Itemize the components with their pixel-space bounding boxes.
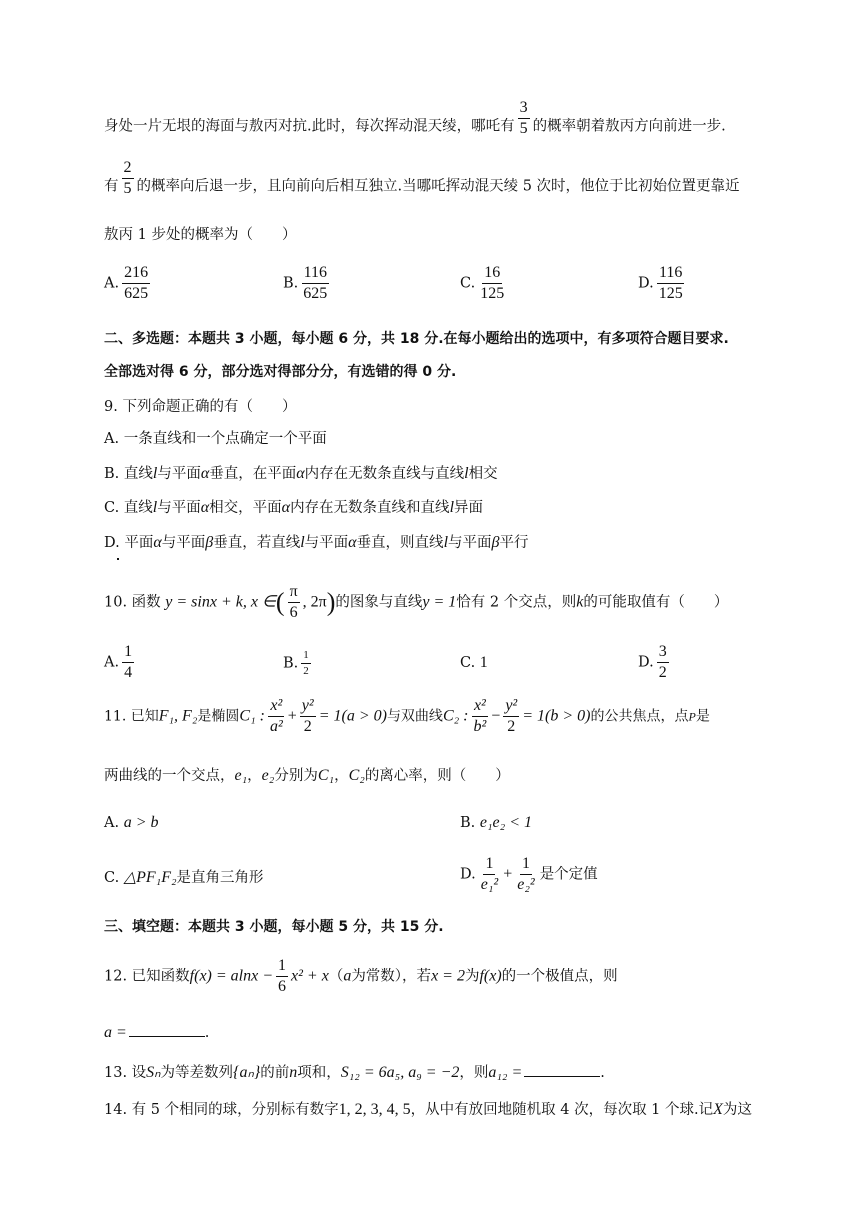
denominator: 625 bbox=[124, 285, 149, 302]
numerator: 116 bbox=[302, 265, 329, 284]
answer-blank[interactable] bbox=[129, 1024, 205, 1037]
q11-option-b[interactable] bbox=[460, 815, 532, 831]
text: 为 bbox=[464, 968, 480, 985]
open-paren: ( bbox=[275, 587, 285, 617]
fraction-1-e2sq bbox=[515, 856, 536, 893]
answer-label: a = bbox=[104, 1024, 127, 1041]
var-e1: e₁ bbox=[234, 767, 248, 784]
text: 与双曲线 bbox=[386, 708, 443, 725]
denominator: a² bbox=[269, 718, 283, 735]
text: 12. 已知函数 bbox=[104, 968, 190, 985]
option-label: A. bbox=[104, 815, 120, 831]
option-fraction bbox=[122, 265, 150, 302]
denominator: e₂² bbox=[517, 876, 535, 893]
math-function: y = sinx + k, x ∈ bbox=[165, 593, 276, 611]
text: 的前 bbox=[260, 1065, 290, 1081]
var-k: k bbox=[576, 593, 584, 611]
text: 14. 有 5 个相同的球，分别标有数字 bbox=[104, 1102, 339, 1118]
section2-heading: 二、多选题：本题共 3 小题，每小题 6 分，共 18 分.在每小题给出的选项中，有多项符合题目要求. bbox=[104, 331, 729, 347]
fraction-pi-6 bbox=[288, 584, 300, 621]
q10-option-d[interactable] bbox=[638, 644, 672, 681]
var-p: P bbox=[688, 709, 696, 724]
numerator: 1 bbox=[122, 644, 134, 663]
denominator: e₁² bbox=[480, 876, 499, 893]
text: 垂直，若直线 bbox=[213, 535, 301, 551]
q8-line2-text-b: 的概率向后退一步，且向前向后相互独立.当哪吒挥动混天绫 5 次时，他位于比初始位置更靠近 bbox=[136, 178, 740, 195]
option-text: 是个定值 bbox=[539, 866, 598, 883]
close-paren: ) bbox=[326, 587, 336, 617]
q8-line3: 敖丙 1 步处的概率为（ ） bbox=[104, 227, 297, 243]
denominator: 2 bbox=[303, 665, 309, 677]
denominator: b² bbox=[473, 718, 487, 735]
text: 10. 函数 bbox=[104, 594, 161, 611]
text: ，从中有放回地随机取 4 次，每次取 1 个球.记 bbox=[410, 1102, 714, 1118]
var-alpha: α bbox=[200, 499, 210, 516]
option-value: 1 bbox=[479, 654, 488, 671]
numerator: 1 bbox=[276, 958, 288, 977]
var-l: l bbox=[300, 534, 305, 551]
q9-option-a[interactable]: A. 一条直线和一个点确定一个平面 bbox=[104, 431, 327, 447]
option-label: B. bbox=[460, 815, 476, 831]
minus: − bbox=[491, 707, 501, 725]
numerator: 116 bbox=[657, 265, 684, 284]
var-alpha: α bbox=[348, 534, 357, 551]
var-l: l bbox=[152, 499, 158, 516]
q9-option-d[interactable] bbox=[104, 535, 528, 551]
q12-answer-line bbox=[104, 1024, 209, 1041]
var-an: {aₙ} bbox=[233, 1064, 261, 1081]
math-condition: S₁₂ = 6a₅, a₉ = −2 bbox=[340, 1064, 460, 1081]
text: 是 bbox=[695, 708, 710, 725]
numerator: y² bbox=[300, 698, 316, 717]
text: 两曲线的一个交点， bbox=[104, 768, 235, 784]
option-label: C. bbox=[460, 275, 476, 292]
option-fraction bbox=[122, 644, 134, 681]
q8-option-b[interactable] bbox=[283, 265, 332, 302]
numerator: 3 bbox=[657, 644, 669, 663]
q13-stem bbox=[104, 1064, 605, 1081]
answer-label: a₁₂ = bbox=[488, 1064, 523, 1081]
numerator: 1 bbox=[520, 856, 532, 875]
var-l: l bbox=[443, 534, 449, 551]
fraction-y2-2 bbox=[503, 698, 519, 735]
text: 的一个极值点，则 bbox=[501, 968, 618, 985]
q11-stem bbox=[104, 698, 710, 735]
option-label: D. bbox=[460, 866, 476, 883]
text: 与平面 bbox=[448, 535, 492, 551]
text: D. 平面 bbox=[104, 535, 154, 551]
text: （ bbox=[328, 968, 344, 985]
period: . bbox=[204, 1025, 210, 1041]
q8-option-c[interactable] bbox=[460, 265, 509, 302]
separator: ， bbox=[247, 768, 262, 784]
var-alpha: α bbox=[296, 465, 305, 482]
q14-stem bbox=[104, 1102, 752, 1118]
q8-line1-text-a: 身处一片无垠的海面与敖丙对抗.此时，每次挥动混天绫，哪吒有 bbox=[104, 118, 515, 135]
text: 13. 设 bbox=[104, 1065, 147, 1081]
option-label: C. bbox=[104, 870, 120, 886]
text: ，则 bbox=[459, 1065, 489, 1081]
q8-line2 bbox=[104, 159, 740, 197]
var-alpha: α bbox=[281, 499, 291, 516]
math-ellipse-rhs: = 1(a > 0) bbox=[318, 707, 387, 725]
text: 分别为 bbox=[274, 768, 318, 784]
separator: ， bbox=[334, 768, 349, 784]
var-e2: e₂ bbox=[261, 767, 275, 784]
option-label: D. bbox=[638, 275, 654, 292]
text: 内存在无数条直线与直线 bbox=[304, 466, 465, 482]
section3-heading: 三、填空题：本题共 3 小题，每小题 5 分，共 15 分. bbox=[104, 919, 444, 935]
math-c1: C₁ : bbox=[239, 707, 265, 725]
option-fraction bbox=[657, 265, 685, 302]
text: 异面 bbox=[454, 500, 484, 516]
option-fraction bbox=[478, 265, 506, 302]
text: 与平面 bbox=[157, 466, 201, 482]
denominator: 2 bbox=[658, 664, 667, 681]
plus: + bbox=[287, 707, 297, 725]
numerator: y² bbox=[503, 698, 519, 717]
q12-stem bbox=[104, 958, 618, 995]
text: 内存在无数条直线和直线 bbox=[290, 500, 450, 516]
math-interval-end: , 2π bbox=[302, 593, 327, 611]
numerator: 216 bbox=[122, 265, 150, 284]
q8-option-a[interactable] bbox=[104, 265, 153, 302]
text: 与平面 bbox=[304, 535, 349, 551]
fraction-3-5 bbox=[518, 100, 530, 137]
numerator: 2 bbox=[122, 160, 134, 179]
text: C. 直线 bbox=[104, 500, 153, 516]
text: 相交，平面 bbox=[209, 500, 282, 516]
fraction-y2-2 bbox=[300, 698, 316, 735]
q10-option-c[interactable] bbox=[460, 655, 488, 671]
fraction-x2-b2 bbox=[472, 698, 489, 735]
math-foci: F₁, F₂ bbox=[158, 707, 198, 725]
section2-heading-cont: 全部选对得 6 分，部分选对得部分分，有选错的得 0 分. bbox=[104, 364, 457, 380]
var-alpha: α bbox=[200, 465, 210, 482]
period: . bbox=[600, 1065, 605, 1081]
denominator: 2 bbox=[303, 718, 312, 735]
text: 是椭圆 bbox=[197, 708, 240, 725]
option-label: B. bbox=[283, 275, 299, 292]
var-l: l bbox=[152, 465, 158, 482]
var-c1: C₁ bbox=[317, 767, 335, 784]
q10-option-b[interactable] bbox=[283, 650, 314, 677]
option-fraction bbox=[301, 265, 329, 302]
math-c2: C₂ : bbox=[442, 707, 469, 725]
option-label: C. bbox=[460, 655, 476, 671]
var-l: l bbox=[449, 499, 455, 516]
option-expr: e₁e₂ < 1 bbox=[479, 814, 532, 831]
text: 垂直，则直线 bbox=[356, 535, 444, 551]
q11-line2 bbox=[104, 768, 510, 784]
text: 项和， bbox=[297, 1065, 341, 1081]
option-expr: a > b bbox=[123, 814, 159, 831]
var-alpha: α bbox=[153, 534, 162, 551]
fraction-1-6 bbox=[276, 958, 288, 995]
text: 为常数），若 bbox=[351, 968, 432, 985]
denominator: 125 bbox=[480, 285, 505, 302]
text: B. 直线 bbox=[104, 466, 153, 482]
math-function: f(x) = alnx − bbox=[189, 967, 274, 985]
option-label: A. bbox=[104, 654, 120, 671]
q10-option-a[interactable] bbox=[104, 644, 137, 681]
math-numbers: 1, 2, 3, 4, 5 bbox=[338, 1101, 411, 1118]
math-function-tail: x² + x bbox=[291, 967, 329, 985]
var-a: a bbox=[343, 967, 352, 985]
option-label: B. bbox=[283, 655, 299, 672]
text: 恰有 2 个交点，则 bbox=[456, 594, 577, 611]
option-expr: △PF₁F₂ bbox=[123, 869, 177, 886]
text: 相交 bbox=[468, 466, 498, 482]
denominator: 4 bbox=[124, 664, 133, 681]
q8-line1 bbox=[104, 99, 726, 137]
denominator: 5 bbox=[123, 180, 132, 197]
text: 与平面 bbox=[157, 500, 201, 516]
var-sn: Sₙ bbox=[146, 1064, 161, 1081]
text: 为等差数列 bbox=[160, 1065, 234, 1081]
numerator: 1 bbox=[483, 856, 495, 875]
numerator: 16 bbox=[482, 265, 502, 284]
denominator: 125 bbox=[658, 285, 683, 302]
q10-stem bbox=[104, 584, 728, 621]
numerator: x² bbox=[268, 698, 284, 717]
q8-line2-text-a: 有 bbox=[104, 178, 119, 195]
numerator: x² bbox=[472, 698, 488, 717]
q9-stem: 9. 下列命题正确的有（ ） bbox=[104, 399, 297, 415]
var-l: l bbox=[464, 465, 469, 482]
text: 垂直，在平面 bbox=[209, 466, 297, 482]
denominator: 6 bbox=[278, 978, 287, 995]
text: 11. 已知 bbox=[104, 708, 159, 725]
option-fraction bbox=[657, 644, 669, 681]
denominator: 5 bbox=[519, 120, 528, 137]
fraction-1-e1sq bbox=[479, 856, 500, 893]
math-hyperbola-rhs: = 1(b > 0) bbox=[522, 707, 591, 725]
option-text: 是直角三角形 bbox=[176, 870, 264, 886]
math-x-eq-2: x = 2 bbox=[431, 967, 465, 985]
option-label: D. bbox=[638, 654, 654, 671]
text: 为这 bbox=[722, 1102, 752, 1118]
q8-line1-text-b: 的概率朝着敖丙方向前进一步. bbox=[532, 118, 726, 135]
q8-option-d[interactable] bbox=[638, 265, 688, 302]
var-beta: β bbox=[491, 534, 500, 551]
math-fx: f(x) bbox=[479, 967, 502, 985]
numerator: 3 bbox=[518, 100, 530, 119]
plus: + bbox=[503, 865, 513, 883]
text: 的公共焦点，点 bbox=[590, 708, 689, 725]
fraction-x2-a2 bbox=[268, 698, 285, 735]
var-c2: C₂ bbox=[348, 767, 365, 784]
numerator: 1 bbox=[301, 650, 311, 664]
answer-blank[interactable] bbox=[524, 1064, 600, 1077]
var-n: n bbox=[289, 1064, 298, 1081]
q11-option-c[interactable] bbox=[104, 870, 264, 886]
q9-option-b[interactable] bbox=[104, 466, 498, 482]
denominator: 625 bbox=[303, 285, 328, 302]
option-fraction bbox=[301, 650, 311, 677]
numerator: π bbox=[288, 584, 300, 603]
text: 的图象与直线 bbox=[335, 594, 423, 611]
var-x: X bbox=[713, 1101, 723, 1118]
math-line: y = 1 bbox=[422, 593, 457, 611]
var-beta: β bbox=[205, 534, 214, 551]
text: 与平面 bbox=[161, 535, 206, 551]
q11-option-a[interactable] bbox=[104, 815, 159, 831]
stray-dot bbox=[117, 558, 119, 560]
fraction-2-5 bbox=[122, 160, 134, 197]
text: 平行 bbox=[499, 535, 529, 551]
denominator: 2 bbox=[507, 718, 516, 735]
q9-option-c[interactable] bbox=[104, 500, 483, 516]
option-label: A. bbox=[104, 275, 120, 292]
text: 的可能取值有（ ） bbox=[583, 594, 729, 611]
text: 的离心率，则（ ） bbox=[364, 768, 510, 784]
denominator: 6 bbox=[289, 604, 298, 621]
q11-option-d[interactable] bbox=[460, 856, 598, 893]
